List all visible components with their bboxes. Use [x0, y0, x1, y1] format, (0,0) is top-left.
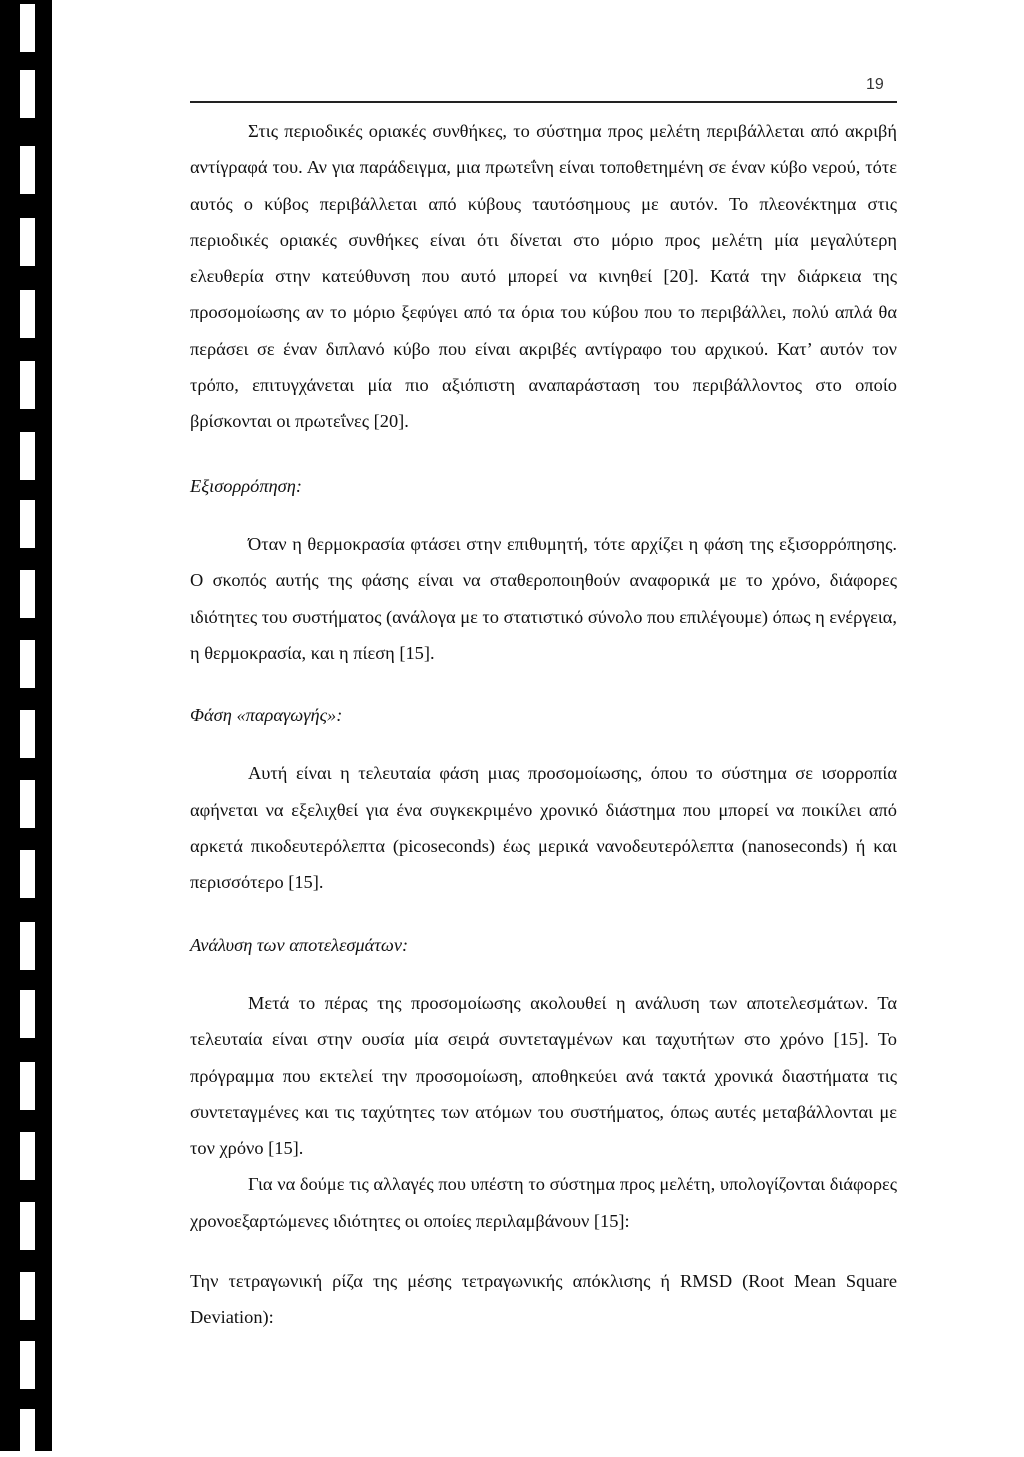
film-hole	[20, 640, 35, 688]
heading-equilibration: Εξισορρόπηση:	[190, 475, 302, 496]
paragraph-rmsd: Την τετραγωνική ρίζα της μέσης τετραγωνικής απόκλισης ή RMSD (Root Mean Square Deviation):	[190, 1271, 897, 1328]
film-hole	[20, 570, 35, 618]
heading-results-analysis: Ανάλυση των αποτελεσμάτων:	[190, 934, 409, 955]
document-body	[190, 113, 897, 1336]
paragraph-time-dependent-properties: Για να δούμε τις αλλαγές που υπέστη το σύστημα προς μελέτη, υπολογίζονται διάφορες χρονοεξαρτώμενες ιδιότητες οι οποίες περιλαμβάνουν [15]:	[190, 1174, 897, 1231]
film-hole	[20, 1132, 35, 1180]
heading-production-phase: Φάση «παραγωγής»:	[190, 705, 343, 726]
film-hole	[20, 922, 35, 970]
paragraph-equilibration: Όταν η θερμοκρασία φτάσει στην επιθυμητή, τότε αρχίζει η φάση της εξισορρόπησης. Ο σκοπός αυτής της φάσης είναι να σταθεροποιηθούν αναφορικά με το χρόνο, διάφορες ιδιότητες του συστήματος (ανάλογα με το στατιστικό σύνολο που επιλέγουμε) όπως η ενέργεια, η θερμοκρασία, και η πίεση [15].	[190, 533, 897, 663]
film-hole	[20, 1202, 35, 1250]
paragraph-results-analysis: Μετά το πέρας της προσομοίωσης ακολουθεί η ανάλυση των αποτελεσμάτων. Τα τελευταία είναι στην ουσία μία σειρά συντεταγμένων και ταχυτήτων στο χρόνο [15]. Το πρόγραμμα που εκτελεί την προσομοίωση, αποθηκεύει ανά τακτά χρονικά διαστήματα τις συντεταγμένες και τις ταχύτητες των ατόμων του συστήματος, όπως αυτές μεταβάλλονται με τον χρόνο [15].	[190, 992, 897, 1159]
film-hole	[20, 218, 35, 266]
film-hole	[20, 1272, 35, 1320]
paragraph-periodic-boundary: Στις περιοδικές οριακές συνθήκες, το σύστημα προς μελέτη περιβάλλεται από ακριβή αντίγραφά του. Αν για παράδειγμα, μια πρωτεΐνη είναι τοποθετημένη σε έναν κύβο νερού, τότε αυτός ο κύβος περιβάλλεται από κύβους ταυτόσημους με αυτόν. Το πλεονέκτημα στις περιοδικές οριακές συνθήκες είναι ότι δίνεται στο μόριο προς μελέτη μία μεγαλύτερη ελευθερία στην κατεύθυνση που αυτό μπορεί να κινηθεί [20]. Κατά την διάρκεια της προσομοίωσης αν το μόριο ξεφύγει από τα όρια του κύβου που το περιβάλλει, πολύ απλά θα περάσει σε έναν διπλανό κύβο που είναι ακριβές αντίγραφο του αρχικού. Κατ’ αυτόν τον τρόπο, επιτυγχάνεται μία πιο αξιόπιστη αναπαράσταση του περιβάλλοντος στο οποίο βρίσκονται οι πρωτεΐνες [20].	[190, 121, 897, 432]
film-hole	[20, 1341, 35, 1389]
film-strip-border	[0, 0, 52, 1451]
film-hole	[20, 70, 35, 118]
film-hole	[20, 710, 35, 758]
film-hole	[20, 1062, 35, 1110]
page-number: 19	[866, 76, 884, 93]
film-hole	[20, 850, 35, 898]
film-hole	[20, 990, 35, 1038]
header-rule	[190, 101, 897, 103]
film-hole	[20, 780, 35, 828]
film-hole	[20, 361, 35, 409]
film-hole	[20, 146, 35, 194]
paragraph-production-phase: Αυτή είναι η τελευταία φάση μιας προσομοίωσης, όπου το σύστημα σε ισορροπία αφήνεται να εξελιχθεί για ένα συγκεκριμένο χρονικό διάστημα που μπορεί να ποικίλει από αρκετά πικοδευτερόλεπτα (picoseconds) έως μερικά νανοδευτερόλεπτα (nanoseconds) ή και περισσότερο [15].	[190, 763, 897, 893]
film-hole	[20, 4, 35, 52]
film-hole	[20, 500, 35, 548]
film-hole	[20, 1409, 35, 1457]
film-hole	[20, 432, 35, 480]
film-hole	[20, 290, 35, 338]
